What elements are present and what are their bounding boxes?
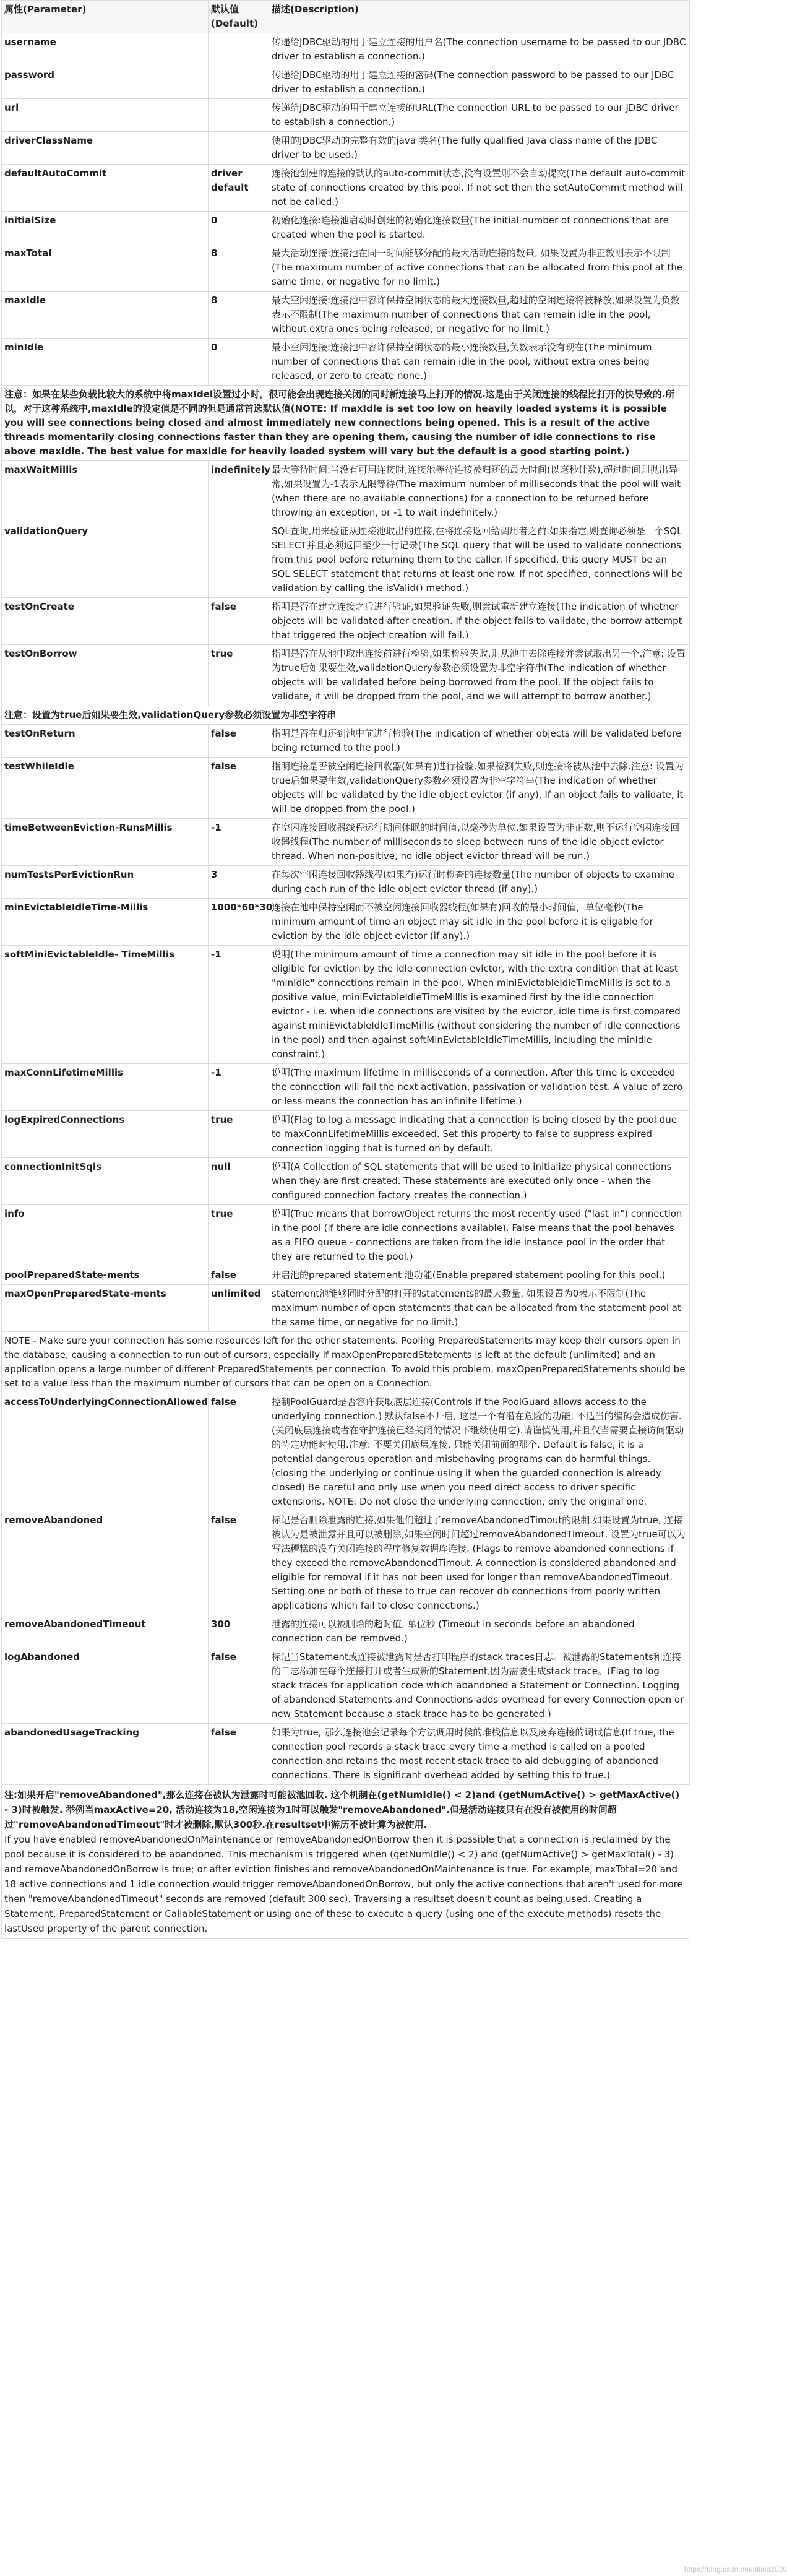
param-description: 标记当Statement或连接被泄露时是否打印程序的stack traces日志。被泄露的Statements和连接的日志添加在每个连接打开或者生成新的Statement,因为需要生成stack trace。(Flag to log stack traces for application code which abandoned a Statement or Connection. Logging of abandoned Statements and Connections adds overhead for every Connection open or new Statement because a stack trace has to be generated.) — [269, 1648, 690, 1724]
param-name: poolPreparedState-ments — [2, 1266, 209, 1285]
param-name: softMiniEvictableIdle- TimeMillis — [2, 946, 209, 1064]
param-description: 最小空闲连接:连接池中容许保持空闲状态的最小连接数量,负数表示没有现在(The minimum number of connections that can remain idle in the pool, without extra ones being released, or zero to create none.) — [269, 339, 690, 386]
param-name: logExpiredConnections — [2, 1111, 209, 1158]
table-row — [2, 1158, 690, 1205]
table-body — [2, 33, 690, 1785]
table-row — [2, 1111, 690, 1158]
param-default: false — [209, 1511, 269, 1615]
param-description: 在空闲连接回收器线程运行期间休眠的时间值,以毫秒为单位.如果设置为非正数,则不运行空闲连接回收器线程(The number of milliseconds to sleep between runs of the idle object evictor thread. When non-positive, no idle object evictor thread will be run.) — [269, 819, 690, 866]
param-name: maxTotal — [2, 244, 209, 292]
param-name: defaultAutoCommit — [2, 165, 209, 212]
table-row — [2, 1724, 690, 1785]
param-description: 指明是否在归还到池中前进行检验(The indication of whether objects will be validated before being returned to the pool.) — [269, 725, 690, 758]
param-default: 1000*60*30 — [209, 899, 269, 946]
param-default — [209, 66, 269, 99]
param-description: 说明(The minimum amount of time a connection may sit idle in the pool before it is eligible for eviction by the idle connection evictor, with the extra condition that at least "minIdle" connections remain in the pool. When miniEvictableIdleTimeMillis is set to a positive value, miniEvictableIdleTimeMillis is examined first by the idle connection evictor - i.e. when idle connections are visited by the evictor, idle time is first compared against miniEvictableIdleTimeMillis (without considering the number of idle connections in the pool) and then against softMinEvictableIdleTimeMillis, including the minIdle constraint.) — [269, 946, 690, 1064]
param-name: removeAbandoned — [2, 1511, 209, 1615]
param-default: -1 — [209, 946, 269, 1064]
table-note-row — [2, 706, 690, 725]
table-row — [2, 461, 690, 522]
param-name: timeBetweenEviction-RunsMillis — [2, 819, 209, 866]
param-default: true — [209, 1205, 269, 1266]
param-description: 最大空闲连接:连接池中容许保持空闲状态的最大连接数量,超过的空闲连接将被释放,如果设置为负数表示不限制(The maximum number of connections that can remain idle in the pool, without extra ones being released, or negative for no limit.) — [269, 292, 690, 339]
param-name: minIdle — [2, 339, 209, 386]
header-desc: 描述(Description) — [269, 1, 690, 33]
table-row — [2, 899, 690, 946]
param-description: 泄露的连接可以被删除的超时值, 单位秒 (Timeout in seconds before an abandoned connection can be removed.) — [269, 1615, 690, 1648]
table-row — [2, 132, 690, 165]
param-default: 300 — [209, 1615, 269, 1648]
table-row — [2, 1615, 690, 1648]
table-row — [2, 1205, 690, 1266]
param-default — [209, 33, 269, 66]
param-description: 指明是否在从池中取出连接前进行检验,如果检验失败,则从池中去除连接并尝试取出另一个.注意: 设置为true后如果要生效,validationQuery参数必须设置为非空字符串(The indication of whether objects will be validated before being borrowed from the pool. If the object fails to validate, it will be dropped from the pool, and we will attempt to borrow another.) — [269, 645, 690, 706]
param-name: testOnBorrow — [2, 645, 209, 706]
param-default: indefinitely — [209, 461, 269, 522]
param-default: true — [209, 645, 269, 706]
table-row — [2, 1266, 690, 1285]
param-default: false — [209, 598, 269, 645]
table-row — [2, 33, 690, 66]
param-name: connectionInitSqls — [2, 1158, 209, 1205]
param-name: testOnReturn — [2, 725, 209, 758]
param-description: 传递给JDBC驱动的用于建立连接的密码(The connection password to be passed to our JDBC driver to establish a connection.) — [269, 66, 690, 99]
param-name: maxConnLifetimeMillis — [2, 1064, 209, 1111]
param-default: false — [209, 758, 269, 819]
param-description: 控制PoolGuard是否容许获取底层连接(Controls if the PoolGuard allows access to the underlying connection.) 默认false不开启, 这是一个有潜在危险的功能, 不适当的编码会造成伤害.(关闭底层连接或者在守护连接已经关闭的情况下继续使用它).请谨慎使用,并且仅当需要直接访问驱动的特定功能时使用.注意: 不要关闭底层连接, 只能关闭前面的那个. Default is false, it is a potential dangerous operation and misbehaving programs can do harmful things. (closing the underlying or continue using it when the guarded connection is already closed) Be careful and only use when you need direct access to driver specific extensions. NOTE: Do not close the underlying connection, only the original one. — [269, 1393, 690, 1511]
param-name: maxWaitMillis — [2, 461, 209, 522]
param-description: 标记是否删除泄露的连接,如果他们超过了removeAbandonedTimout的限制.如果设置为true, 连接被认为是被泄露并且可以被删除,如果空闲时间超过removeAbandonedTimeout. 设置为true可以为写法糟糕的没有关闭连接的程序修复数据库连接. (Flags to remove abandoned connections if they exceed the removeAbandonedTimout. A connection is considered abandoned and eligible for removal if it has not been used for longer than removeAbandonedTimeout. Setting one or both of these to true can recover db connections from poorly written applications which fail to close connections.) — [269, 1511, 690, 1615]
param-name: testWhileIdle — [2, 758, 209, 819]
param-description: 初始化连接:连接池启动时创建的初始化连接数量(The initial number of connections that are created when the pool is started. — [269, 212, 690, 244]
param-name: abandonedUsageTracking — [2, 1724, 209, 1785]
table-row — [2, 66, 690, 99]
param-default: 8 — [209, 292, 269, 339]
note-text: 注意：如果在某些负载比较大的系统中将maxIdel设置过小时，很可能会出现连接关闭的同时新连接马上打开的情况.这是由于关闭连接的线程比打开的快导致的.所以，对于这种系统中,maxIdle的设定值是不同的但是通常首选默认值(NOTE: If maxIdle is set too low on heavily loaded systems it is possible you will see connections being closed and almost immediately new connections being opened. This is a result of the active threads momentarily closing connections faster than they are opening them, causing the number of idle connections to rise above maxIdle. The best value for maxIdle for heavily loaded system will vary but the default is a good starting point.) — [2, 386, 690, 461]
abandoned-note-cn: 注:如果开启"removeAbandoned",那么连接在被认为泄露时可能被池回收. 这个机制在(getNumIdle() < 2)and (getNumActive() > getMaxActive() - 3)时被触发. 举例当maxActive=20, 活动连接为18,空闲连接为1时可以触发"removeAbandoned".但是活动连接只有在没有被使用的时间超过"removeAbandonedTimeout"时才被删除,默认300秒.在resultset中游历不被计算为被使用. — [4, 1789, 680, 1830]
param-default: -1 — [209, 819, 269, 866]
param-default: false — [209, 725, 269, 758]
param-default: -1 — [209, 1064, 269, 1111]
param-name: url — [2, 99, 209, 132]
param-default: null — [209, 1158, 269, 1205]
document — [1, 0, 689, 1939]
table-row — [2, 598, 690, 645]
table-row — [2, 165, 690, 212]
abandoned-note-en: If you have enabled removeAbandonedOnMaintenance or removeAbandonedOnBorrow then it is possible that a connection is reclaimed by the pool because it is considered to be abandoned. This mechanism is triggered when (getNumIdle() < 2) and (getNumActive() > getMaxTotal() - 3) and removeAbandonedOnBorrow is true; or after eviction finishes and removeAbandonedOnMaintenance is true. For example, maxTotal=20 and 18 active connections and 1 idle connection would trigger removeAbandonedOnBorrow, but only the active connections that aren't used for more then "removeAbandonedTimeout" seconds are removed (default 300 sec). Traversing a resultset doesn't count as being used. Creating a Statement, PreparedStatement or CallableStatement or using one of these to execute a query (using one of the execute methods) resets the lastUsed property of the parent connection. — [4, 1834, 683, 1934]
param-default: driver default — [209, 165, 269, 212]
param-description: 传递给JDBC驱动的用于建立连接的URL(The connection URL to be passed to our JDBC driver to establish a connection.) — [269, 99, 690, 132]
table-row — [2, 725, 690, 758]
param-name: initialSize — [2, 212, 209, 244]
param-default: 0 — [209, 339, 269, 386]
table-row — [2, 645, 690, 706]
param-description: 传递给JDBC驱动的用于建立连接的用户名(The connection username to be passed to our JDBC driver to establish a connection.) — [269, 33, 690, 66]
table-note-row — [2, 386, 690, 461]
table-row — [2, 1511, 690, 1615]
table-row — [2, 522, 690, 598]
note-text: 注意：设置为true后如果要生效,validationQuery参数必须设置为非空字符串 — [2, 706, 690, 725]
param-default: 3 — [209, 866, 269, 899]
param-default: true — [209, 1111, 269, 1158]
table-row — [2, 1285, 690, 1332]
param-name: numTestsPerEvictionRun — [2, 866, 209, 899]
table-row — [2, 212, 690, 244]
table-row — [2, 758, 690, 819]
param-name: driverClassName — [2, 132, 209, 165]
param-default — [209, 132, 269, 165]
param-default: 8 — [209, 244, 269, 292]
param-name: password — [2, 66, 209, 99]
table-row — [2, 292, 690, 339]
param-description: 最大活动连接:连接池在同一时间能够分配的最大活动连接的数量, 如果设置为非正数则表示不限制(The maximum number of active connections that can be allocated from this pool at the same time, or negative for no limit.) — [269, 244, 690, 292]
table-row — [2, 946, 690, 1064]
param-description: 使用的JDBC驱动的完整有效的java 类名(The fully qualified Java class name of the JDBC driver to be used.) — [269, 132, 690, 165]
param-default: unlimited — [209, 1285, 269, 1332]
param-description: 说明(True means that borrowObject returns the most recently used ("last in") connection in the pool (if there are idle connections available). False means that the pool behaves as a FIFO queue - connections are taken from the idle instance pool in the order that they are returned to the pool.) — [269, 1205, 690, 1266]
param-name: username — [2, 33, 209, 66]
param-description: 说明(A Collection of SQL statements that will be used to initialize physical connections when they are first created. These statements are executed only once - when the configured connection factory creates the connection.) — [269, 1158, 690, 1205]
param-default: 0 — [209, 212, 269, 244]
table-note-row — [2, 1332, 690, 1393]
watermark: https://blog.csdn.net/difnid2020 — [684, 2565, 787, 2574]
param-name: maxOpenPreparedState-ments — [2, 1285, 209, 1332]
note-text: NOTE - Make sure your connection has some resources left for the other statements. Pooling PreparedStatements may keep their cursors open in the database, causing a connection to run out of cursors, especially if maxOpenPreparedStatements is left at the default (unlimited) and an application opens a large number of different PreparedStatements per connection. To avoid this problem, maxOpenPreparedStatements should be set to a value less than the maximum number of cursors that can be open on a Connection. — [2, 1332, 690, 1393]
header-default: 默认值(Default) — [209, 1, 269, 33]
param-name: accessToUnderlyingConnectionAllowed — [2, 1393, 209, 1511]
param-name: minEvictableIdleTime-Millis — [2, 899, 209, 946]
param-description: 在每次空闲连接回收器线程(如果有)运行时检查的连接数量(The number of objects to examine during each run of the idle object evictor thread (if any).) — [269, 866, 690, 899]
table-row — [2, 244, 690, 292]
param-default: false — [209, 1266, 269, 1285]
param-default — [209, 522, 269, 598]
param-name: logAbandoned — [2, 1648, 209, 1724]
param-default: false — [209, 1648, 269, 1724]
param-description: 最大等待时间:当没有可用连接时,连接池等待连接被归还的最大时间(以毫秒计数),超过时间则抛出异常,如果设置为-1表示无限等待(The maximum number of milliseconds that the pool will wait (when there are no available connections) for a connection to be returned before throwing an exception, or -1 to wait indefinitely.) — [269, 461, 690, 522]
param-default: false — [209, 1393, 269, 1511]
parameter-table — [1, 0, 690, 1785]
table-row — [2, 1064, 690, 1111]
header-param: 属性(Parameter) — [2, 1, 209, 33]
param-description: 开启池的prepared statement 池功能(Enable prepared statement pooling for this pool.) — [269, 1266, 690, 1285]
param-default — [209, 99, 269, 132]
table-row — [2, 1393, 690, 1511]
param-description: 说明(Flag to log a message indicating that a connection is being closed by the pool due to maxConnLifetimeMillis exceeded. Set this property to false to suppress expired connection logging that is turned on by default. — [269, 1111, 690, 1158]
param-name: testOnCreate — [2, 598, 209, 645]
table-row — [2, 819, 690, 866]
param-description: 指明连接是否被空闲连接回收器(如果有)进行检验.如果检测失败,则连接将被从池中去除.注意: 设置为true后如果要生效,validationQuery参数必须设置为非空字符串(The indication of whether objects will be validated by the idle object evictor (if any). If an object fails to validate, it will be dropped from the pool.) — [269, 758, 690, 819]
param-default: false — [209, 1724, 269, 1785]
param-name: removeAbandonedTimeout — [2, 1615, 209, 1648]
abandoned-note — [1, 1785, 689, 1939]
table-header-row — [2, 1, 690, 33]
table-row — [2, 866, 690, 899]
param-description: 连接在池中保持空闲而不被空闲连接回收器线程(如果有)回收的最小时间值，单位毫秒(The minimum amount of time an object may sit idle in the pool before it is eligable for eviction by the idle object evictor (if any).) — [269, 899, 690, 946]
param-description: SQL查询,用来验证从连接池取出的连接,在将连接返回给调用者之前.如果指定,则查询必须是一个SQL SELECT并且必须返回至少一行记录(The SQL query that will be used to validate connections from this pool before returning them to the caller. If specified, this query MUST be an SQL SELECT statement that returns at least one row. If not specified, connections will be validation by calling the isValid() method.) — [269, 522, 690, 598]
param-name: maxIdle — [2, 292, 209, 339]
param-description: 说明(The maximum lifetime in milliseconds of a connection. After this time is exceeded the connection will fail the next activation, passivation or validation test. A value of zero or less means the connection has an infinite lifetime.) — [269, 1064, 690, 1111]
table-row — [2, 99, 690, 132]
table-row — [2, 1648, 690, 1724]
table-row — [2, 339, 690, 386]
param-name: validationQuery — [2, 522, 209, 598]
param-description: 指明是否在建立连接之后进行验证,如果验证失败,则尝试重新建立连接(The indication of whether objects will be validated after creation. If the object fails to validate, the borrow attempt that triggered the object creation will fail.) — [269, 598, 690, 645]
param-name: info — [2, 1205, 209, 1266]
param-description: 连接池创建的连接的默认的auto-commit状态,没有设置则不会自动提交(The default auto-commit state of connections created by this pool. If not set then the setAutoCommit method will not be called.) — [269, 165, 690, 212]
param-description: 如果为true, 那么连接池会记录每个方法调用时候的堆栈信息以及废弃连接的调试信息(If true, the connection pool records a stack trace every time a method is called on a pooled connection and retains the most recent stack trace to aid debugging of abandoned connections. There is significant overhead added by setting this to true.) — [269, 1724, 690, 1785]
param-description: statement池能够同时分配的打开的statements的最大数量, 如果设置为0表示不限制(The maximum number of open statements that can be allocated from the statement pool at the same time, or negative for no limit.) — [269, 1285, 690, 1332]
